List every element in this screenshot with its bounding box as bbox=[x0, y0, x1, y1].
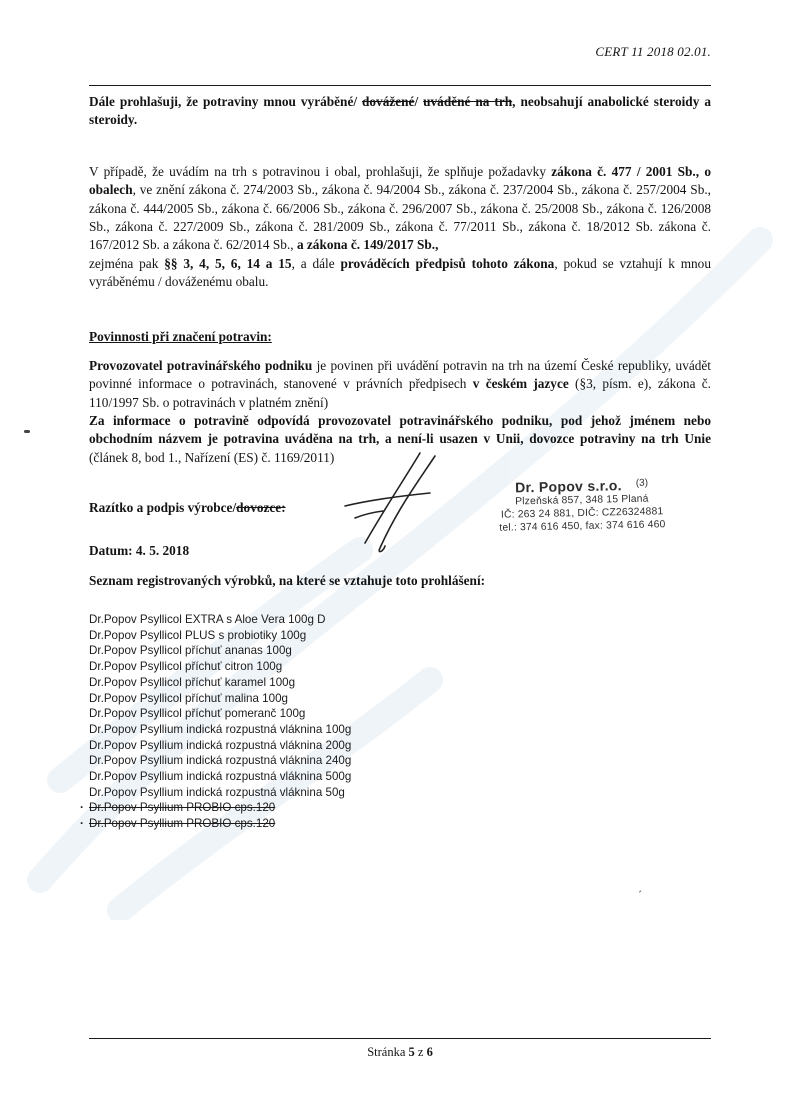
date-line: Datum: 4. 5. 2018 bbox=[89, 543, 190, 558]
product-list bbox=[89, 612, 489, 832]
scan-artifact-mark: ´ bbox=[638, 888, 642, 902]
declaration-paragraph: Dále prohlašuji, že potraviny mnou vyráběné/ dovážené/ uváděné na trh, neobsahují anabolické steroidy a steroidy. bbox=[89, 94, 711, 128]
signature-label: Razítko a podpis výrobce/dovozce: bbox=[89, 500, 286, 515]
page-number: Stránka 5 z 6 bbox=[367, 1045, 433, 1059]
product-item: · Dr.Popov Psyllium PROBIO cps.120 bbox=[89, 800, 489, 816]
top-divider bbox=[89, 85, 711, 86]
product-item: Dr.Popov Psyllicol příchuť malina 100g bbox=[89, 691, 288, 705]
cert-reference: CERT 11 2018 02.01. bbox=[595, 44, 711, 59]
product-item: Dr.Popov Psyllicol PLUS s probiotiky 100g bbox=[89, 628, 307, 642]
product-item: Dr.Popov Psyllium indická rozpustná vláknina 200g bbox=[89, 738, 352, 752]
signature bbox=[325, 448, 465, 558]
struck-text: uváděné na trh bbox=[423, 94, 513, 109]
stamp-ids: IČ: 263 24 881, DIČ: CZ26324881 bbox=[500, 506, 664, 521]
product-item: Dr.Popov Psyllicol EXTRA s Aloe Vera 100g D bbox=[89, 613, 326, 626]
product-item: Dr.Popov Psyllium indická rozpustná vláknina 100g bbox=[89, 722, 352, 736]
product-list-title: Seznam registrovaných výrobků, na které se vztahuje toto prohlášení: bbox=[89, 573, 486, 588]
labeling-obligations-paragraph: Provozovatel potravinářského podniku je povinen při uvádění potravin na trh na území České republiky, uvádět povinné informace o potravinách, stanovené v právních předpisech v českém jazyce (§3, písm. e), zákona č. 110/1997 Sb. o potravinách v platném znění) Za informace o potravině odpovídá provozovatel potravinářského podniku, pod jehož jménem nebo obchodním názvem je potravina uváděna na trh, a není-li usazen v Unii, dovozce potraviny na trh Unie (článek 8, bod 1., Nařízení (ES) č. 1169/2011) bbox=[89, 358, 711, 465]
stamp-address: Plzeňská 857, 348 15 Planá bbox=[515, 493, 649, 508]
struck-text: dovozce: bbox=[236, 500, 286, 515]
product-item: Dr.Popov Psyllicol příchuť karamel 100g bbox=[89, 675, 296, 689]
footer-divider bbox=[89, 1038, 711, 1039]
scan-artifact-dot bbox=[24, 430, 30, 433]
product-item: Dr.Popov Psyllium indická rozpustná vláknina 240g bbox=[89, 754, 352, 768]
product-item: Dr.Popov Psyllicol příchuť pomeranč 100g bbox=[89, 707, 306, 721]
product-item: Dr.Popov Psyllicol příchuť citron 100g bbox=[89, 660, 283, 674]
stamp-company-name: Dr. Popov s.r.o. bbox=[514, 477, 622, 496]
struck-text: dovážené bbox=[362, 94, 415, 109]
section-heading: Povinnosti při značení potravin: bbox=[89, 329, 272, 344]
product-item: Dr.Popov Psyllium indická rozpustná vláknina 500g bbox=[89, 770, 352, 784]
stamp-superscript: (3) bbox=[635, 477, 649, 489]
product-item: Dr.Popov Psyllium indická rozpustná vláknina 50g bbox=[89, 785, 345, 799]
packaging-law-paragraph: V případě, že uvádím na trh s potravinou i obal, prohlašuji, že splňuje požadavky zákona č. 477 / 2001 Sb., o obalech, ve znění zákona č. 274/2003 Sb., zákona č. 94/2004 Sb., zákona č. 237/2004 Sb., zákona č. 257/2004 Sb., zákona č. 444/2005 Sb., zákona č. 66/2006 Sb., zákona č. 296/2007 Sb., zákona č. 25/2008 Sb., zákona č. 126/2008 Sb., zákona č. 227/2009 Sb., zákona č. 281/2009 Sb., zákona č. 77/2011 Sb., zákona č. 18/2012 Sb. zákona č. 167/2012 Sb. a zákona č. 62/2014 Sb., a zákona č. 149/2017 Sb., zejména pak §§ 3, 4, 5, 6, 14 a 15, a dále prováděcích předpisů tohoto zákona, pokud se vztahují k mnou vyráběnému / dováženému obalu. bbox=[89, 164, 711, 290]
product-item: · Dr.Popov Psyllium PROBIO cps.120 bbox=[89, 816, 489, 832]
company-stamp bbox=[467, 476, 696, 536]
stamp-phone: tel.: 374 616 450, fax: 374 616 460 bbox=[499, 519, 666, 534]
product-item: Dr.Popov Psyllicol příchuť ananas 100g bbox=[89, 644, 292, 658]
